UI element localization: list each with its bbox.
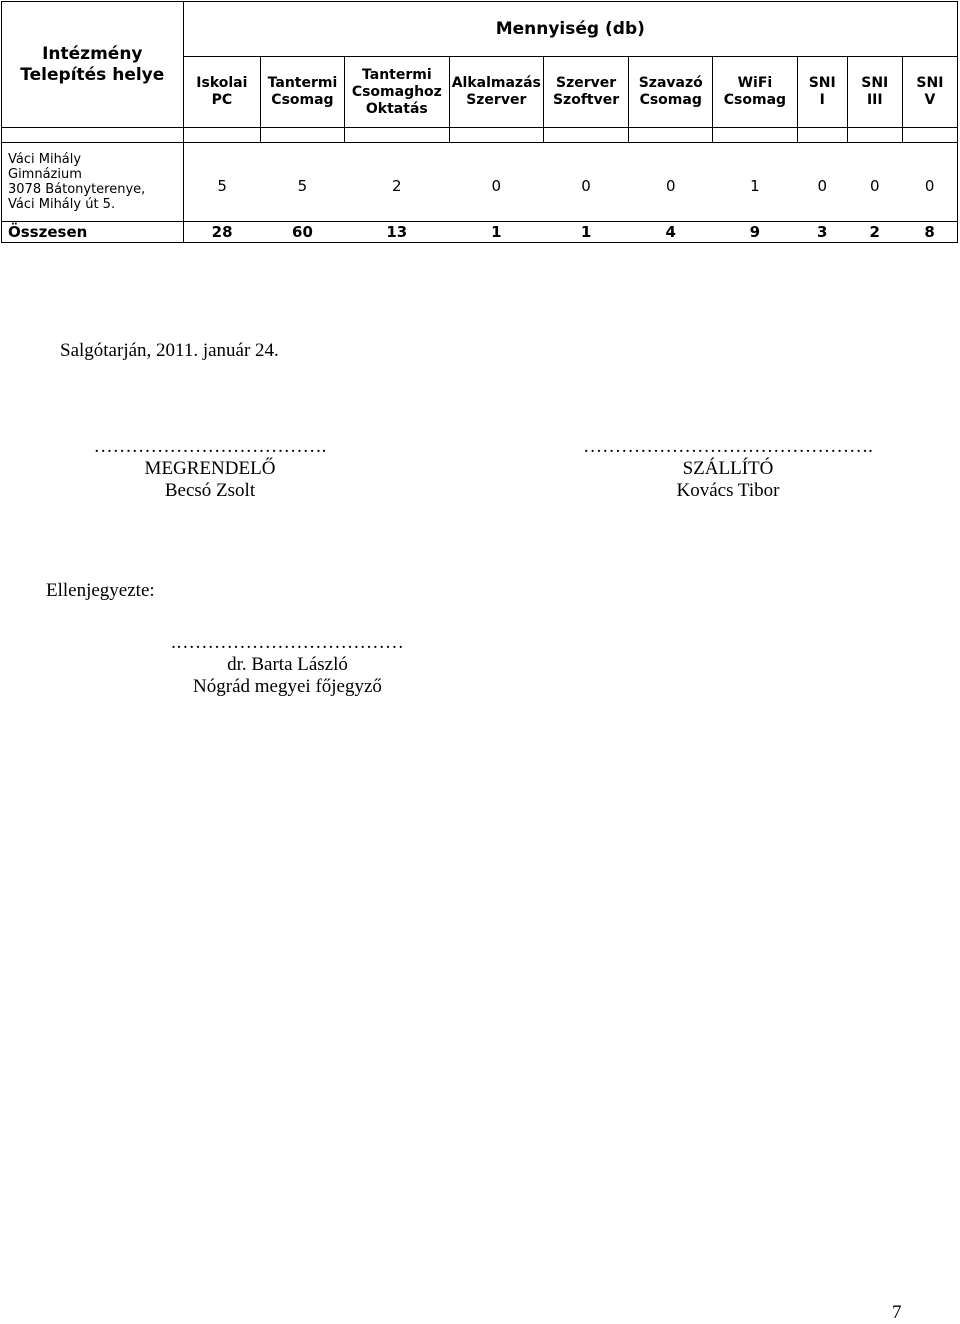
- column-header-line: I: [819, 92, 825, 108]
- column-header: [261, 57, 345, 128]
- total-cell: 2: [847, 222, 902, 243]
- page-number: 7: [892, 1302, 902, 1323]
- column-header: [902, 57, 957, 128]
- countersign-name: dr. Barta László: [227, 654, 348, 675]
- institution-cell: [2, 143, 184, 222]
- signature-line: ……………………………………….: [583, 436, 873, 457]
- table-row: [2, 143, 958, 222]
- column-header-line: III: [866, 92, 883, 108]
- column-header-line: SNI: [861, 75, 889, 91]
- column-header-line: Tantermi: [267, 75, 338, 91]
- quantity-table: [1, 1, 958, 243]
- total-cell: 3: [797, 222, 847, 243]
- institution-header-line2: Telepítés helye: [20, 64, 165, 85]
- column-header: [183, 57, 261, 128]
- quantity-header: Mennyiség (db): [183, 2, 957, 57]
- column-header-line: Szerver: [466, 92, 527, 108]
- spacer-row: [2, 128, 958, 143]
- institution-header: [2, 2, 184, 128]
- quantity-cell: 0: [543, 143, 629, 222]
- quantity-cell: 0: [449, 143, 543, 222]
- total-cell: 1: [543, 222, 629, 243]
- signature-left: [30, 436, 390, 502]
- column-header-line: V: [924, 92, 936, 108]
- quantity-cell: 2: [344, 143, 449, 222]
- column-header-line: Csomag: [639, 92, 702, 108]
- quantity-cell: 0: [629, 143, 713, 222]
- column-header-line: SNI: [916, 75, 944, 91]
- signature-line: ……………………………….: [93, 436, 327, 457]
- total-cell: 8: [902, 222, 957, 243]
- column-header: [847, 57, 902, 128]
- column-header-line: Szavazó: [638, 75, 703, 91]
- column-header-line: SNI: [808, 75, 836, 91]
- countersign-title: Nógrád megyei főjegyző: [193, 676, 382, 697]
- column-header-line: Tantermi: [362, 66, 432, 83]
- column-header-line: Csomag: [723, 92, 787, 108]
- column-header-line: Csomag: [271, 92, 334, 108]
- institution-line: Váci Mihály: [8, 152, 82, 167]
- quantity-cell: 0: [797, 143, 847, 222]
- total-row: [2, 222, 958, 243]
- signature-role: SZÁLLÍTÓ: [682, 458, 774, 479]
- column-header: [629, 57, 713, 128]
- countersign-block: [150, 632, 425, 698]
- total-cell: 9: [713, 222, 798, 243]
- column-header-line: Szoftver: [552, 92, 620, 108]
- quantity-cell: 1: [713, 143, 798, 222]
- quantity-cell: 0: [902, 143, 957, 222]
- column-header-line: WiFi: [737, 75, 773, 91]
- column-header-line: Alkalmazás: [451, 75, 541, 91]
- total-cell: 4: [629, 222, 713, 243]
- signature-line: .………………………………: [171, 632, 404, 653]
- signature-name: Kovács Tibor: [676, 480, 780, 501]
- column-header: [543, 57, 629, 128]
- quantity-cell: 5: [183, 143, 261, 222]
- column-header: [797, 57, 847, 128]
- signature-role: MEGRENDELŐ: [144, 458, 276, 479]
- quantity-cell: 0: [847, 143, 902, 222]
- institution-line: 3078 Bátonyterenye,: [8, 182, 146, 197]
- countersign-label: Ellenjegyezte:: [46, 580, 155, 601]
- column-header-line: Csomaghoz: [351, 83, 442, 100]
- column-header: [713, 57, 798, 128]
- total-cell: 60: [261, 222, 345, 243]
- quantity-cell: 5: [261, 143, 345, 222]
- column-header-line: Iskolai: [196, 75, 248, 91]
- signature-right: [520, 436, 936, 502]
- institution-header-line1: Intézmény: [42, 43, 143, 64]
- institution-line: Gimnázium: [8, 167, 82, 182]
- column-header: [449, 57, 543, 128]
- total-cell: 28: [183, 222, 261, 243]
- column-header-line: Oktatás: [365, 100, 428, 117]
- column-header: [344, 57, 449, 128]
- column-header-line: Szerver: [555, 75, 617, 91]
- column-header-line: PC: [211, 92, 233, 108]
- total-cell: 1: [449, 222, 543, 243]
- place-date: Salgótarján, 2011. január 24.: [60, 340, 279, 361]
- total-label: Összesen: [2, 222, 184, 243]
- total-cell: 13: [344, 222, 449, 243]
- institution-line: Váci Mihály út 5.: [8, 197, 116, 212]
- signature-name: Becsó Zsolt: [164, 480, 256, 501]
